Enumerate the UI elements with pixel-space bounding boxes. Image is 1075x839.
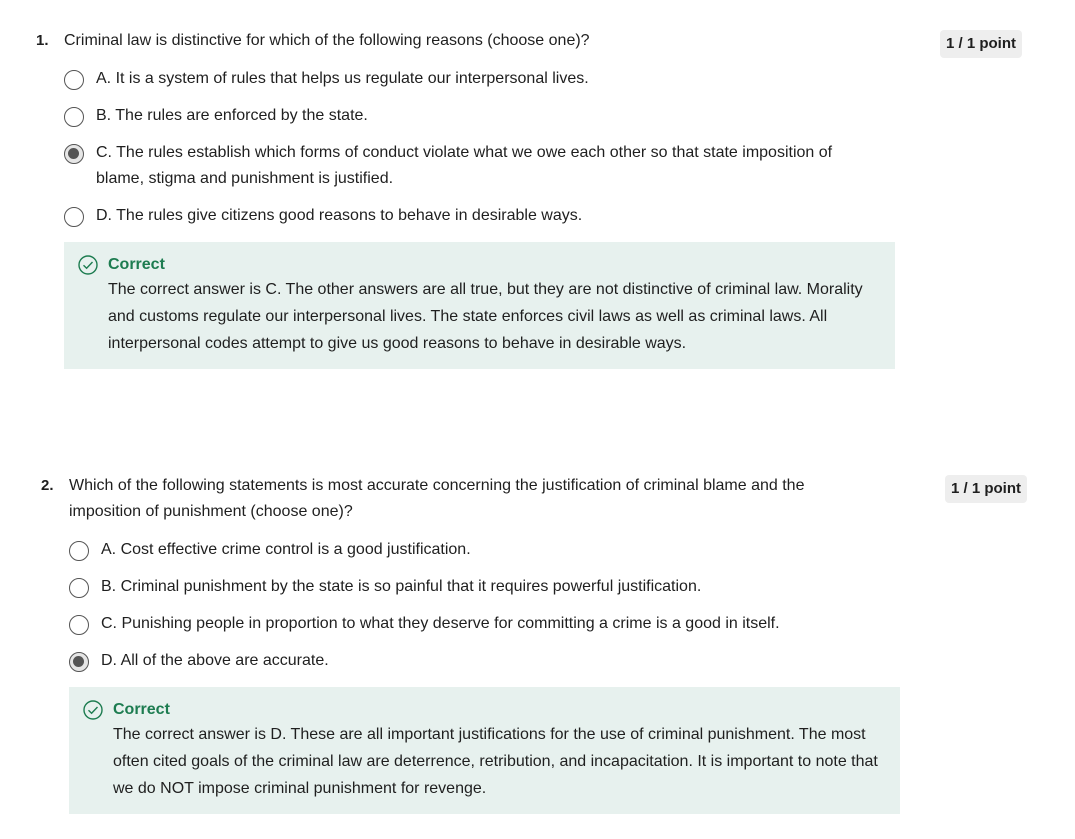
option-label: B. The rules are enforced by the state. [96, 107, 368, 124]
option-d[interactable] [64, 205, 1031, 229]
question-number: 2. [41, 477, 54, 494]
radio-button[interactable] [64, 107, 84, 127]
options-list [69, 539, 1036, 674]
feedback-box [64, 242, 895, 369]
question-number: 1. [36, 32, 49, 49]
radio-button[interactable] [69, 615, 89, 635]
points-badge: 1 / 1 point [940, 30, 1022, 58]
radio-button[interactable] [69, 541, 89, 561]
feedback-title: Correct [113, 701, 170, 718]
option-b[interactable] [69, 576, 1036, 600]
points-badge: 1 / 1 point [945, 475, 1027, 503]
feedback-text: The correct answer is D. These are all important justifications for the use of criminal punishment. The most often cited goals of the criminal law are deterrence, retribution, and incapacitation. It is important to note that we do NOT impose criminal punishment for revenge. [113, 726, 878, 797]
options-list [64, 68, 1031, 229]
question-1 [36, 30, 1031, 369]
option-b[interactable] [64, 105, 1031, 129]
option-label: C. The rules establish which forms of conduct violate what we owe each other so that state imposition of blame, stigma and punishment is justified. [96, 144, 833, 187]
question-prompt: Which of the following statements is most accurate concerning the justification of criminal blame and the imposition of punishment (choose one)? [69, 477, 805, 520]
feedback-box [69, 687, 900, 814]
option-label: D. The rules give citizens good reasons to behave in desirable ways. [96, 207, 583, 224]
option-a[interactable] [69, 539, 1036, 563]
radio-button[interactable] [64, 207, 84, 227]
feedback-text: The correct answer is C. The other answers are all true, but they are not distinctive of criminal law. Morality and customs regulate our interpersonal lives. The state enforces civil laws as well as criminal laws. All interpersonal codes attempt to give us good reasons to behave in desirable ways. [108, 281, 863, 352]
question-prompt: Criminal law is distinctive for which of the following reasons (choose one)? [64, 32, 590, 49]
option-a[interactable] [64, 68, 1031, 92]
option-d[interactable] [69, 650, 1036, 674]
check-circle-icon [83, 700, 103, 720]
feedback-title: Correct [108, 256, 165, 273]
option-label: B. Criminal punishment by the state is so painful that it requires powerful justification. [101, 578, 702, 595]
option-label: A. Cost effective crime control is a good justification. [101, 541, 471, 558]
option-c[interactable] [64, 142, 1031, 192]
radio-button-selected[interactable] [64, 144, 84, 164]
option-label: D. All of the above are accurate. [101, 652, 329, 669]
option-label: C. Punishing people in proportion to what they deserve for committing a crime is a good in itself. [101, 615, 780, 632]
radio-button-selected[interactable] [69, 652, 89, 672]
radio-button[interactable] [69, 578, 89, 598]
option-label: A. It is a system of rules that helps us regulate our interpersonal lives. [96, 70, 589, 87]
question-header [36, 30, 1031, 54]
question-header [41, 475, 1036, 525]
question-2 [41, 475, 1036, 814]
radio-button[interactable] [64, 70, 84, 90]
check-circle-icon [78, 255, 98, 275]
option-c[interactable] [69, 613, 1036, 637]
